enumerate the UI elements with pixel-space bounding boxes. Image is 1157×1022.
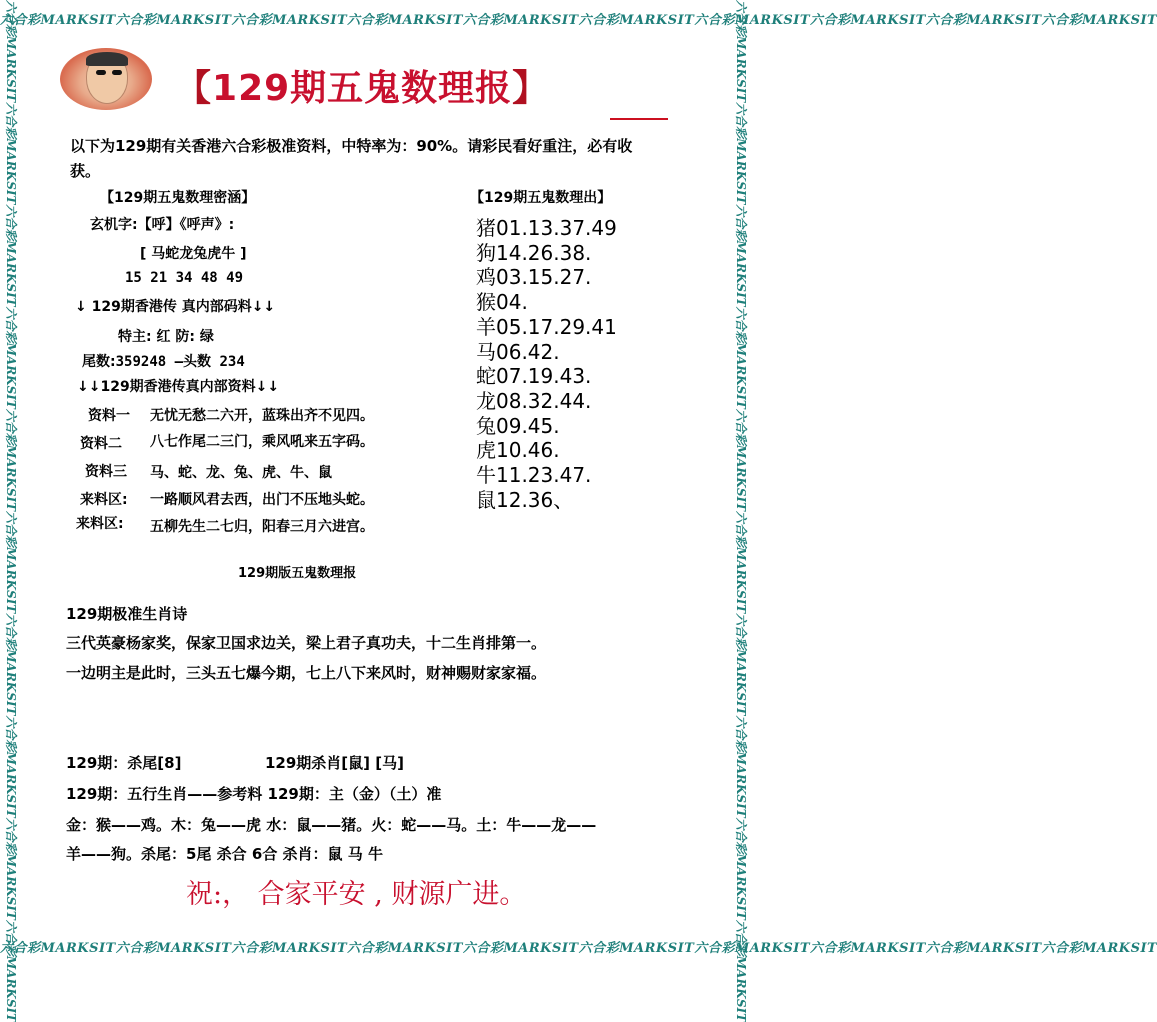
hk-insider-code: ↓ 129期香港传 真内部码料↓↓ xyxy=(75,299,276,315)
source-1-text: 一路顺风君去西，出门不压地头蛇。 xyxy=(150,492,374,508)
right-border-watermark: 六合彩MARKSIT六合彩MARKSIT六合彩MARKSIT六合彩MARKSIT六合彩MARKSIT六合彩MARKSIT六合彩MARKSIT六合彩MARKSIT六合彩MARKSIT六合彩MARKSIT xyxy=(734,0,748,1022)
intro-line-2: 获。 xyxy=(70,162,101,180)
elements-line-1: 金：猴——鸡。木：兔——虎 水：鼠——猪。火：蛇——马。土：牛——龙—— xyxy=(66,816,597,834)
list-item: 鸡03.15.27. xyxy=(476,265,592,290)
hk-insider-data: ↓↓129期香港传真内部资料↓↓ xyxy=(77,379,280,395)
poem-line-2: 一边明主是此时，三头五七爆今期，七上八下来风时，财神赐财家家福。 xyxy=(66,664,547,682)
middle-caption: 129期版五鬼数理报 xyxy=(238,566,357,581)
blessing-text: 祝:， 合家平安 , 财源广进。 xyxy=(186,879,527,910)
list-item: 狗14.26.38. xyxy=(476,240,592,265)
data-1-label: 资料一 xyxy=(88,408,130,424)
list-item: 蛇07.19.43. xyxy=(476,364,592,389)
poem-line-1: 三代英豪杨家奖，保家卫国求边关，梁上君子真功夫，十二生肖排第一。 xyxy=(66,634,547,652)
wuxing-line: 129期：五行生肖——参考料 129期：主（金）（土）准 xyxy=(66,785,442,803)
kill-tail: 129期：杀尾[8] xyxy=(66,754,182,772)
left-section-title: 【129期五鬼数理密涵】 xyxy=(100,190,256,206)
right-section-title: 【129期五鬼数理出】 xyxy=(470,190,612,206)
xuanji-text: 玄机字:【呼】《呼声》: xyxy=(90,217,235,233)
list-item: 马06.42. xyxy=(476,339,560,364)
source-1-label: 来料区: xyxy=(80,492,128,508)
avatar-photo xyxy=(60,48,152,110)
poem-title: 129期极准生肖诗 xyxy=(66,605,188,623)
intro-line-1: 以下为129期有关香港六合彩极准资料，中特率为：90%。请彩民看好重注，必有收 xyxy=(70,137,633,155)
bottom-border-watermark: 六合彩MARKSIT六合彩MARKSIT六合彩MARKSIT六合彩MARKSIT六合彩MARKSIT六合彩MARKSIT六合彩MARKSIT六合彩MARKSIT六合彩MARKSIT六合彩MARKSIT xyxy=(0,941,1157,956)
list-item: 鼠12.36、 xyxy=(476,487,574,512)
list-item: 虎10.46. xyxy=(476,438,560,463)
list-item: 牛11.23.47. xyxy=(476,463,592,488)
list-item: 猪01.13.37.49 xyxy=(476,216,617,240)
data-1-text: 无忧无愁二六开，蓝珠出齐不见四。 xyxy=(150,408,374,424)
zodiac-bracket: [ 马蛇龙兔虎牛 ] xyxy=(140,246,247,262)
list-item: 羊05.17.29.41 xyxy=(476,314,617,339)
left-border-watermark: 六合彩MARKSIT六合彩MARKSIT六合彩MARKSIT六合彩MARKSIT六合彩MARKSIT六合彩MARKSIT六合彩MARKSIT六合彩MARKSIT六合彩MARKSIT六合彩MARKSIT xyxy=(4,0,18,1022)
list-item: 龙08.32.44. xyxy=(476,388,592,413)
list-item: 猴04. xyxy=(476,290,528,315)
data-2-text: 八七作尾二三门，乘风吼来五字码。 xyxy=(150,434,374,450)
title-underline xyxy=(610,118,668,120)
list-item: 兔09.45. xyxy=(476,413,560,438)
source-2-label: 来料区: xyxy=(76,516,124,532)
special-color: 特主: 红 防: 绿 xyxy=(118,329,214,345)
source-2-text: 五柳先生二七归，阳春三月六进宫。 xyxy=(150,519,374,535)
kill-zodiac: 129期杀肖[鼠] [马] xyxy=(265,754,404,772)
top-border-watermark: 六合彩MARKSIT六合彩MARKSIT六合彩MARKSIT六合彩MARKSIT六合彩MARKSIT六合彩MARKSIT六合彩MARKSIT六合彩MARKSIT六合彩MARKSIT六合彩MARKSIT xyxy=(0,13,1157,28)
zodiac-number-list xyxy=(476,216,617,512)
page-title: 【129期五鬼数理报】 xyxy=(175,68,550,109)
data-2-label: 资料二 xyxy=(80,436,122,452)
elements-line-2: 羊——狗。杀尾：5尾 杀合 6合 杀肖：鼠 马 牛 xyxy=(66,845,383,863)
lucky-numbers: 15 21 34 48 49 xyxy=(125,270,244,286)
data-3-text: 马、蛇、龙、兔、虎、牛、鼠 xyxy=(150,465,332,481)
tail-number: 尾数:359248 —头数 234 xyxy=(82,354,245,370)
data-3-label: 资料三 xyxy=(85,464,127,480)
